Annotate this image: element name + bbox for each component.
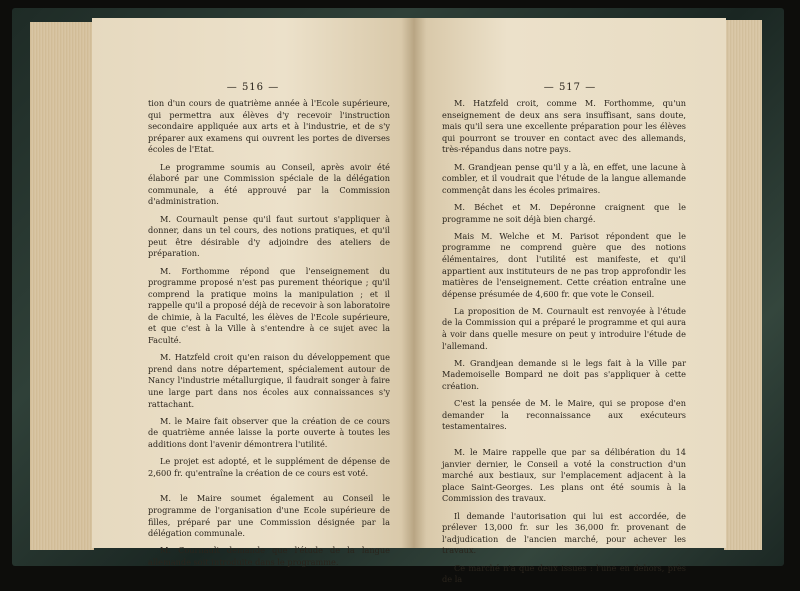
paragraph: M. Grandjean pense qu'il y a là, en effet, une lacune à combler, et il voudrait que l'étude de la langue allemande commençât dans les écoles primaires. — [442, 161, 686, 195]
paragraph: M. le Maire fait observer que la création de ce cours de quatrième année laisse la porte ouverte à toutes les additions dont l'avenir démontrera l'utilité. — [148, 415, 390, 449]
paragraph: M. Béchet et M. Depéronne craignent que le programme ne soit déjà bien chargé. — [442, 201, 686, 224]
paragraph: Le projet est adopté, et le supplément de dépense de 2,600 fr. qu'entraîne la création de ce cours est voté. — [148, 456, 390, 478]
paragraph: M. le Maire rappelle que par sa délibération du 14 janvier dernier, le Conseil a voté la construction d'un marché aux bestiaux, sur l'emplacement adjacent à la place Saint-Georges. Les plans ont été soumis à la Commission des travaux. — [442, 447, 686, 504]
paragraph: Le programme soumis au Conseil, après avoir été élaboré par une Commission spéciale de la délégation communale, a été approuvé par la Commission d'administration. — [148, 161, 390, 207]
paragraph: M. le Maire soumet également au Conseil le programme de l'organisation d'une Ecole supérieure de filles, préparé par une Commission désignée par la délégation communale. — [148, 493, 390, 539]
paragraph: M. Hatzfeld croit qu'en raison du développement que prend dans notre département, spécialement autour de Nancy l'industrie métallurgique, il faudrait songer à faire une large part dans nos écoles aux connaissances s'y rattachant. — [148, 352, 390, 409]
paragraph: M. Cournault demande que l'étude de la langue allemande soit introduite dans le programme. — [148, 545, 390, 567]
right-page-text — [442, 98, 686, 591]
paragraph: La proposition de M. Cournault est renvoyée à l'étude de la Commission qui a préparé le programme et qui aura à voir dans quelle mesure on peut y introduire l'étude de l'allemand. — [442, 305, 686, 351]
right-page-edges — [724, 20, 762, 550]
paragraph: Ce marché n'a que deux issues : l'une en dehors, près de la — [442, 562, 686, 585]
left-page — [92, 18, 414, 567]
paragraph: M. Hatzfeld croit, comme M. Forthomme, qu'un enseignement de deux ans sera insuffisant, sans doute, mais qu'il sera une excellente préparation pour les élèves qui pourront se trouver en contact avec des allemands, très-répandus dans notre pays. — [442, 98, 686, 155]
left-page-edges — [30, 22, 94, 550]
right-page — [414, 18, 726, 585]
page-number-right: — 517 — — [543, 82, 597, 93]
paragraph: M. Grandjean demande si le legs fait à la Ville par Mademoiselle Bompard ne doit pas s'appliquer à cette création. — [442, 357, 686, 392]
paragraph: C'est la pensée de M. le Maire, qui se propose d'en demander la reconnaissance aux exécuteurs testamentaires. — [442, 398, 686, 432]
paragraph: Il demande l'autorisation qui lui est accordée, de prélever 13,000 fr. sur les 36,000 fr. provenant de l'adjudication de l'ancien marché, pour achever les travaux. — [442, 510, 686, 556]
left-page-text — [148, 98, 390, 574]
paragraph: M. Cournault pense qu'il faut surtout s'appliquer à donner, dans un tel cours, des notions pratiques, et qu'il peut être désirable d'y adjoindre des ateliers de préparation. — [148, 213, 390, 259]
paragraph: tion d'un cours de quatrième année à l'Ecole supérieure, qui permettra aux élèves d'y recevoir l'instruction secondaire appliquée aux arts et à l'industrie, et de s'y préparer aux examens qui ouvrent les portes de diverses écoles de l'Etat. — [148, 98, 390, 155]
paragraph: Mais M. Welche et M. Parisot répondent que le programme ne comprend guère que des notions élémentaires, dont l'utilité est manifeste, et qu'il appartient aux instituteurs de ne pas trop approfondir les matières de l'enseignement. Cette création entraîne une dépense présumée de 4,600 fr. que vote le Conseil. — [442, 230, 686, 299]
paragraph: M. Forthomme répond que l'enseignement du programme proposé n'est pas purement théorique ; qu'il comprend la pratique moins la manipulation ; et il rappelle qu'il a proposé déjà de recevoir à son laboratoire de chimie, à la Faculté, les élèves de l'Ecole supérieure, et que c'est à la Ville à s'entendre à ce sujet avec la Faculté. — [148, 265, 390, 346]
page-number-left: — 516 — — [226, 82, 280, 93]
